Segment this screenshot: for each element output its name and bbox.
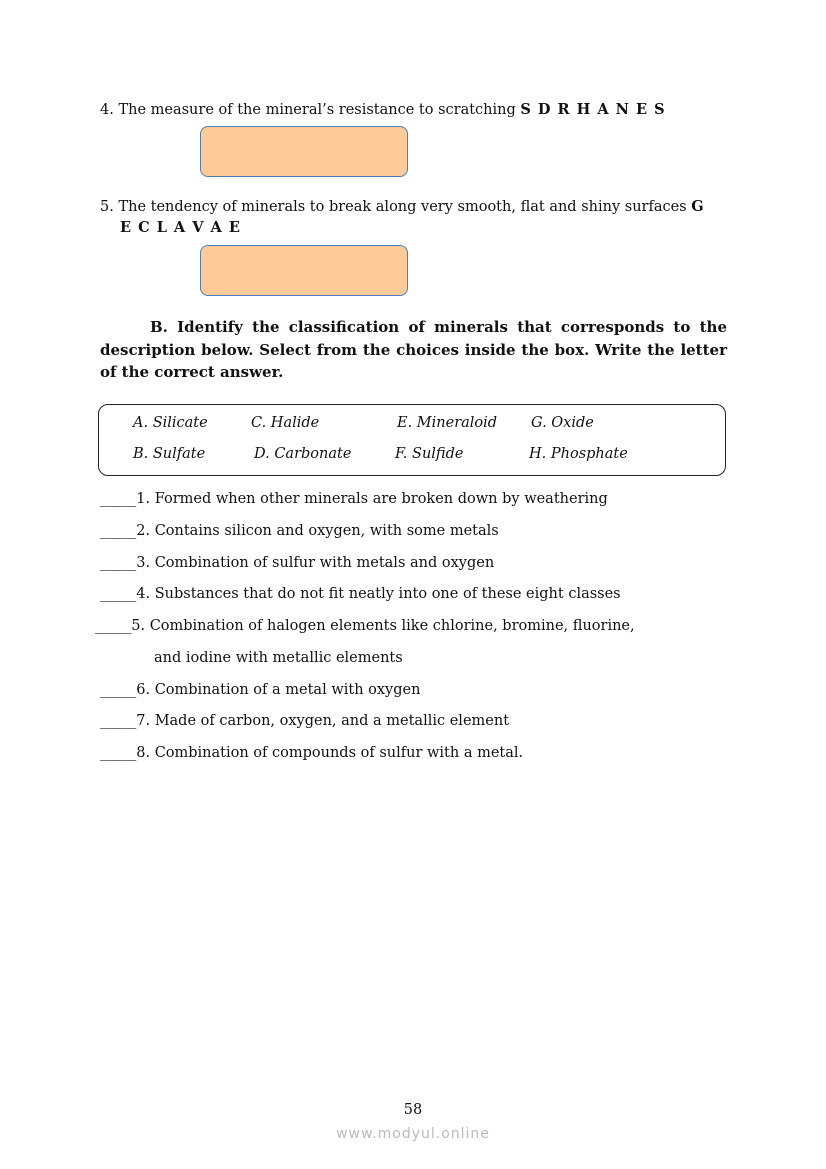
item-3: _____3. Combination of sulfur with metals and oxygen [100, 555, 495, 571]
choice-c: C. Halide [251, 415, 320, 431]
page-number: 58 [403, 1102, 423, 1118]
item-2: _____2. Contains silicon and oxygen, with some metals [100, 523, 499, 539]
choice-h: H. Phosphate [529, 446, 628, 462]
choice-f: F. Sulfide [395, 446, 464, 462]
answer-box-4[interactable] [200, 126, 408, 177]
question-4-scrambled-word: S D R H A N E S [520, 101, 666, 118]
item-4: _____4. Substances that do not fit neatly into one of these eight classes [100, 586, 621, 602]
question-5 [100, 198, 705, 215]
question-4 [100, 101, 666, 118]
answer-box-5[interactable] [200, 245, 408, 296]
choice-d: D. Carbonate [254, 446, 352, 462]
choices-box [98, 404, 726, 476]
item-6: _____6. Combination of a metal with oxygen [100, 682, 421, 698]
part-b-instruction: B. Identify the classification of minerals that corresponds to the description below. Select from the choices inside the box. Write the letter of the correct answer. [100, 318, 727, 381]
item-5: _____5. Combination of halogen elements like chlorine, bromine, fluorine, [95, 618, 635, 634]
item-1: _____1. Formed when other minerals are broken down by weathering [100, 491, 608, 507]
question-5-scrambled-word-start: G [691, 198, 705, 215]
choice-b: B. Sulfate [133, 446, 206, 462]
question-4-text: 4. The measure of the mineral’s resistance to scratching [100, 102, 521, 118]
question-5-text: 5. The tendency of minerals to break along very smooth, flat and shiny surfaces [100, 199, 692, 215]
item-8: _____8. Combination of compounds of sulfur with a metal. [100, 745, 524, 761]
item-7: _____7. Made of carbon, oxygen, and a metallic element [100, 713, 510, 729]
choice-g: G. Oxide [531, 415, 594, 431]
item-5-continued: and iodine with metallic elements [154, 650, 403, 666]
choice-e: E. Mineraloid [397, 415, 498, 431]
choice-a: A. Silicate [133, 415, 208, 431]
question-5-scrambled-word-rest: E C L A V A E [120, 219, 241, 236]
watermark: www.modyul.online [336, 1126, 490, 1142]
